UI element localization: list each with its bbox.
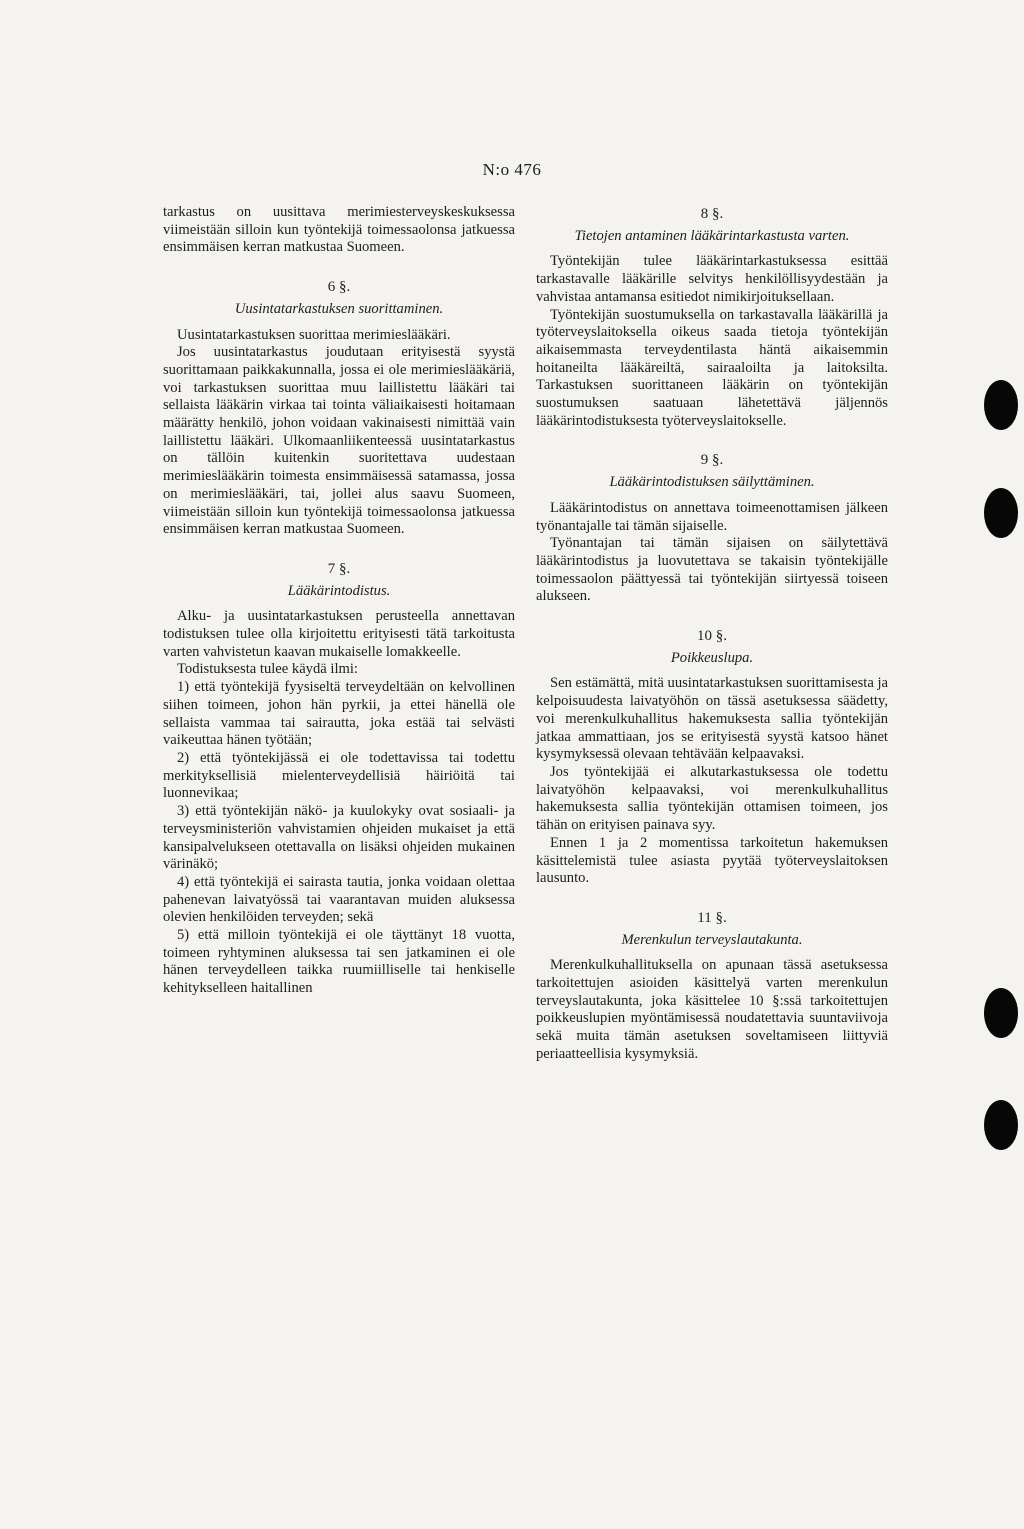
section-11-number: 11 §.	[697, 909, 727, 926]
section-10-paragraph: Jos työntekijää ei alkutarkastuksessa ole todettu laivatyöhön kelpaavaksi, voi merenkulkuhallitus hakemuksesta sallia työntekijän ottamisen toimeen, jos tähän on erityisen painava syy.	[536, 763, 888, 834]
punch-hole	[984, 988, 1018, 1038]
section-8-number: 8 §.	[700, 206, 724, 222]
section-6-number: 6 §.	[327, 279, 351, 296]
intro-paragraph: tarkastus on uusittava merimiesterveyskeskuksessa viimeistään silloin kun työntekijä toimessaolonsa jatkuessa ensimmäisen kerran matkustaa Suomeen.	[163, 204, 515, 256]
section-9-number: 9 §.	[700, 452, 724, 469]
right-column	[536, 206, 888, 1064]
section-6-paragraph: Uusintatarkastuksen suorittaa merimieslääkäri.	[177, 326, 451, 343]
section-7-list-item: 5) että milloin työntekijä ei ole täyttänyt 18 vuotta, toimeen ryhtyminen aluksessa tai sen jatkaminen ei ole hänen terveydelleen taikka ruumiilliselle tai henkiselle kehitykselleen haitallinen	[163, 927, 515, 997]
page-number: N:o 476	[482, 160, 542, 179]
section-7-paragraph: Todistuksesta tulee käydä ilmi:	[177, 661, 358, 678]
section-7-list-item: 1) että työntekijä fyysiseltä terveydeltään on kelvollinen siihen toimeen, johon hän pyrkii, ja ettei hänellä ole sellaista vammaa tai sairautta, joka estää tai selvästi vaikeuttaa hänen työtään;	[163, 679, 515, 749]
section-8-title: Tietojen antaminen lääkärintarkastusta varten.	[574, 227, 850, 244]
section-7-paragraph: Alku- ja uusintatarkastuksen perusteella annettavan todistuksen tulee olla kirjoitettu erityisesti tätä tarkoitusta varten vahvistetun kaavan mukaiselle lomakkeelle.	[163, 608, 515, 660]
section-6-title: Uusintatarkastuksen suorittaminen.	[234, 300, 444, 317]
section-10-number: 10 §.	[697, 628, 727, 645]
section-7-title: Lääkärintodistus.	[287, 582, 391, 599]
section-10-paragraph: Ennen 1 ja 2 momentissa tarkoitetun hakemuksen käsittelemistä tulee asiasta pyytää työterveyslaitoksen lausunto.	[536, 834, 888, 887]
section-6-paragraph: Jos uusintatarkastus joudutaan erityisestä syystä suorittamaan paikkakunnalla, jossa ei ole merimieslääkäriä, voi tarkastuksen suorittaa muu laillistettu lääkäri tai sellaista lääkärin virkaa tai tointa väliaikaisesti hoitamaan määrätty henkilö, johon voidaan vakinaisesti nimittää vain laillistettu lääkäri. Ulkomaanliikenteessä uusintatarkastus on tällöin kuitenkin suoritettava uudestaan merimieslääkärin toimesta ensimmäisessä satamassa, jossa on merimieslääkäri, tai, jollei alus saavu Suomeen, viimeistään silloin kun työntekijä toimessaolonsa jatkuessa ensimmäisen kerran matkustaa Suomeen.	[163, 344, 515, 538]
section-7-list-item: 2) että työntekijässä ei ole todettavissa tai todettu merkityksellisiä mielenterveydellisiä häiriöitä tai luonnevikaa;	[163, 749, 515, 802]
section-8-paragraph: Työntekijän tulee lääkärintarkastuksessa esittää tarkastavalle lääkärille selvitys henkilöllisyydestään ja vahvistaa antamansa esitiedot nimikirjoituksellaan.	[536, 253, 888, 305]
section-10-title: Poikkeuslupa.	[670, 649, 754, 666]
section-7-number: 7 §.	[327, 560, 351, 577]
punch-hole	[984, 488, 1018, 538]
section-9-paragraph: Työnantajan tai tämän sijaisen on säilytettävä lääkärintodistus ja luovutettava se takaisin työntekijälle toimessaolon päättyessä tai työntekijän siirtyessä toiseen alukseen.	[536, 535, 888, 605]
section-9-title: Lääkärintodistuksen säilyttäminen.	[609, 474, 815, 491]
punch-hole	[984, 380, 1018, 430]
section-9-paragraph: Lääkärintodistus on annettava toimeenottamisen jälkeen työnantajalle tai tämän sijaiselle.	[536, 499, 888, 534]
section-10-paragraph: Sen estämättä, mitä uusintatarkastuksen suorittamisesta ja kelpoisuudesta laivatyöhön on tässä asetuksessa säädetty, voi merenkulkuhallitus hakemuksesta sallia työntekijän jatkaa ammattiaan, jos se erityisestä syystä katsoo hänet kysymyksessä olevaan tehtävään kelpaavaksi.	[536, 675, 889, 763]
section-11-title: Merenkulun terveyslautakunta.	[621, 931, 803, 948]
section-8-paragraph: Työntekijän suostumuksella on tarkastavalla lääkärillä ja työterveyslaitoksella oikeus saada tietoja työntekijän aikaisemmasta terveydentilasta häntä aikaisemmin hoitaneilta lääkäreiltä, sairaaloilta ja laitoksilta. Tarkastuksen suorittaneen lääkärin on työntekijän suostumuksen saatuaan lähetettävä jäljennös lääkärintodistuksesta työterveyslaitokselle.	[536, 306, 888, 429]
section-7-list-item: 4) että työntekijä ei sairasta tautia, jonka voidaan olettaa pahenevan laivatyössä tai vaarantavan muiden aluksessa olevien henkilöiden terveyden; sekä	[163, 873, 515, 926]
section-11-paragraph: Merenkulkuhallituksella on apunaan tässä asetuksessa tarkoitettujen asioiden käsittelyä varten merenkulun terveyslautakunta, joka käsittelee 10 §:ssä tarkoitettujen poikkeuslupien myöntämisessä noudatettavia suuntaviivoja sekä muita tämän asetuksen soveltamiseen liittyviä periaatteellisia kysymyksiä.	[536, 957, 888, 1062]
left-column	[163, 204, 515, 998]
punch-hole	[984, 1100, 1018, 1150]
section-7-list-item: 3) että työntekijän näkö- ja kuulokyky ovat sosiaali- ja terveysministeriön vahvistamien ohjeiden mukaiset ja että kansipalvelukseen otettavalla on lisäksi ohjeiden mukainen värinäkö;	[163, 803, 515, 873]
